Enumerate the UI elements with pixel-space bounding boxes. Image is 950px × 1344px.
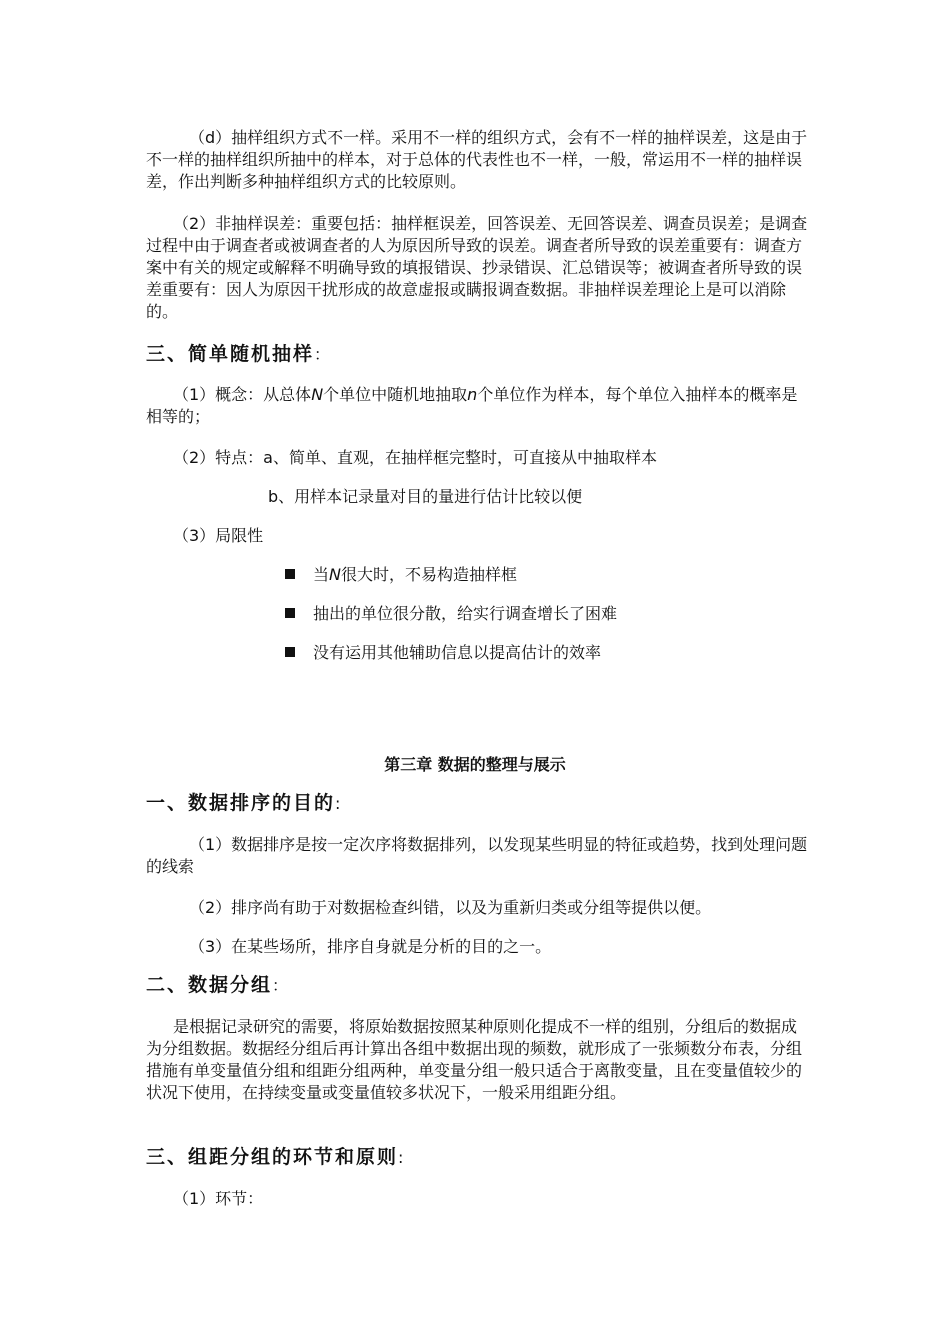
concept-var-N: N (311, 385, 324, 404)
paragraph-sampling-organization: （d）抽样组织方式不一样。采用不一样的组织方式，会有不一样的抽样误差，这是由于不一样的抽样组织所抽中的样本，对于总体的代表性也不一样，一般，常运用不一样的抽样误差，作出判断多种抽样组织方式的比较原则。 (146, 128, 808, 191)
heading-colon: ： (272, 976, 291, 995)
limitation-3-text: 没有运用其他辅助信息以提高估计的效率 (313, 643, 602, 662)
limitation-item-1 (285, 564, 517, 586)
heading-colon: : (398, 1148, 406, 1167)
limitation-title: （3）局限性 (173, 526, 264, 545)
feature-line-a: （2）特点：a、简单、直观，在抽样框完整时，可直接从中抽取样本 (173, 448, 657, 467)
heading-interval-grouping (146, 1146, 405, 1169)
interval-item-1: （1）环节： (173, 1189, 264, 1208)
limitation-item-3 (285, 642, 601, 664)
sorting-item-2: （2）排序尚有助于对数据检查纠错，以及为重新归类或分组等提供以便。 (189, 898, 712, 917)
heading-simple-random-sampling (146, 343, 332, 366)
sorting-item-1: （1）数据排序是按一定次序将数据排列，以发现某些明显的特征或趋势，找到处理问题的线索 (146, 835, 808, 876)
square-bullet-icon (285, 647, 295, 657)
limitation-1-text-a: 当 (313, 565, 330, 584)
square-bullet-icon (285, 608, 295, 618)
heading-colon: ： (314, 345, 333, 364)
heading-text: 一、数据排序的目的 (146, 792, 336, 814)
heading-text: 三、简单随机抽样 (146, 343, 315, 365)
paragraph-nonsampling-error: （2）非抽样误差：重要包括：抽样框误差，回答误差、无回答误差、调查员误差；是调查过程中由于调查者或被调查者的人为原因所导致的误差。调查者所导致的误差重要有：调查方案中有关的规定或解释不明确导致的填报错误、抄录错误、汇总错误等；被调查者所导致的误差重要有：因人为原因干扰形成的故意虚报或瞒报调查数据。非抽样误差理论上是可以消除的。 (146, 214, 808, 321)
concept-var-n: n (467, 385, 478, 404)
concept-text-c: 个单位作为样本，每个单位入抽样本的概率是相等的； (146, 385, 798, 426)
limitation-item-2 (285, 603, 617, 625)
sorting-item-3: （3）在某些场所，排序自身就是分析的目的之一。 (189, 937, 552, 956)
limitation-1-text-b: 很大时，不易构造抽样框 (340, 565, 517, 584)
limitation-1-var-N: N (329, 565, 341, 584)
concept-text-a: （1）概念：从总体 (173, 385, 312, 404)
heading-text: 二、数据分组 (146, 974, 273, 996)
heading-data-sorting-purpose (146, 792, 342, 815)
chapter-title: 第三章 数据的整理与展示 (384, 755, 566, 774)
limitation-2-text: 抽出的单位很分散，给实行调查增长了困难 (313, 604, 618, 623)
feature-line-b: b、用样本记录量对目的量进行估计比较以便 (268, 487, 583, 506)
heading-data-grouping (146, 974, 290, 997)
paragraph-concept (146, 384, 810, 428)
concept-text-b: 个单位中随机地抽取 (323, 385, 468, 404)
heading-text: 三、组距分组的环节和原则 (146, 1146, 399, 1168)
square-bullet-icon (285, 569, 295, 579)
heading-colon: : (335, 794, 343, 813)
paragraph-grouping: 是根据记录研究的需要，将原始数据按照某种原则化提成不一样的组别，分组后的数据成为分组数据。数据经分组后再计算出各组中数据出现的频数，就形成了一张频数分布表，分组措施有单变量值分组和组距分组两种，单变量分组一般只适合于离散变量，且在变量值较少的状况下使用，在持续变量或变量值较多状况下，一般采用组距分组。 (146, 1017, 803, 1102)
